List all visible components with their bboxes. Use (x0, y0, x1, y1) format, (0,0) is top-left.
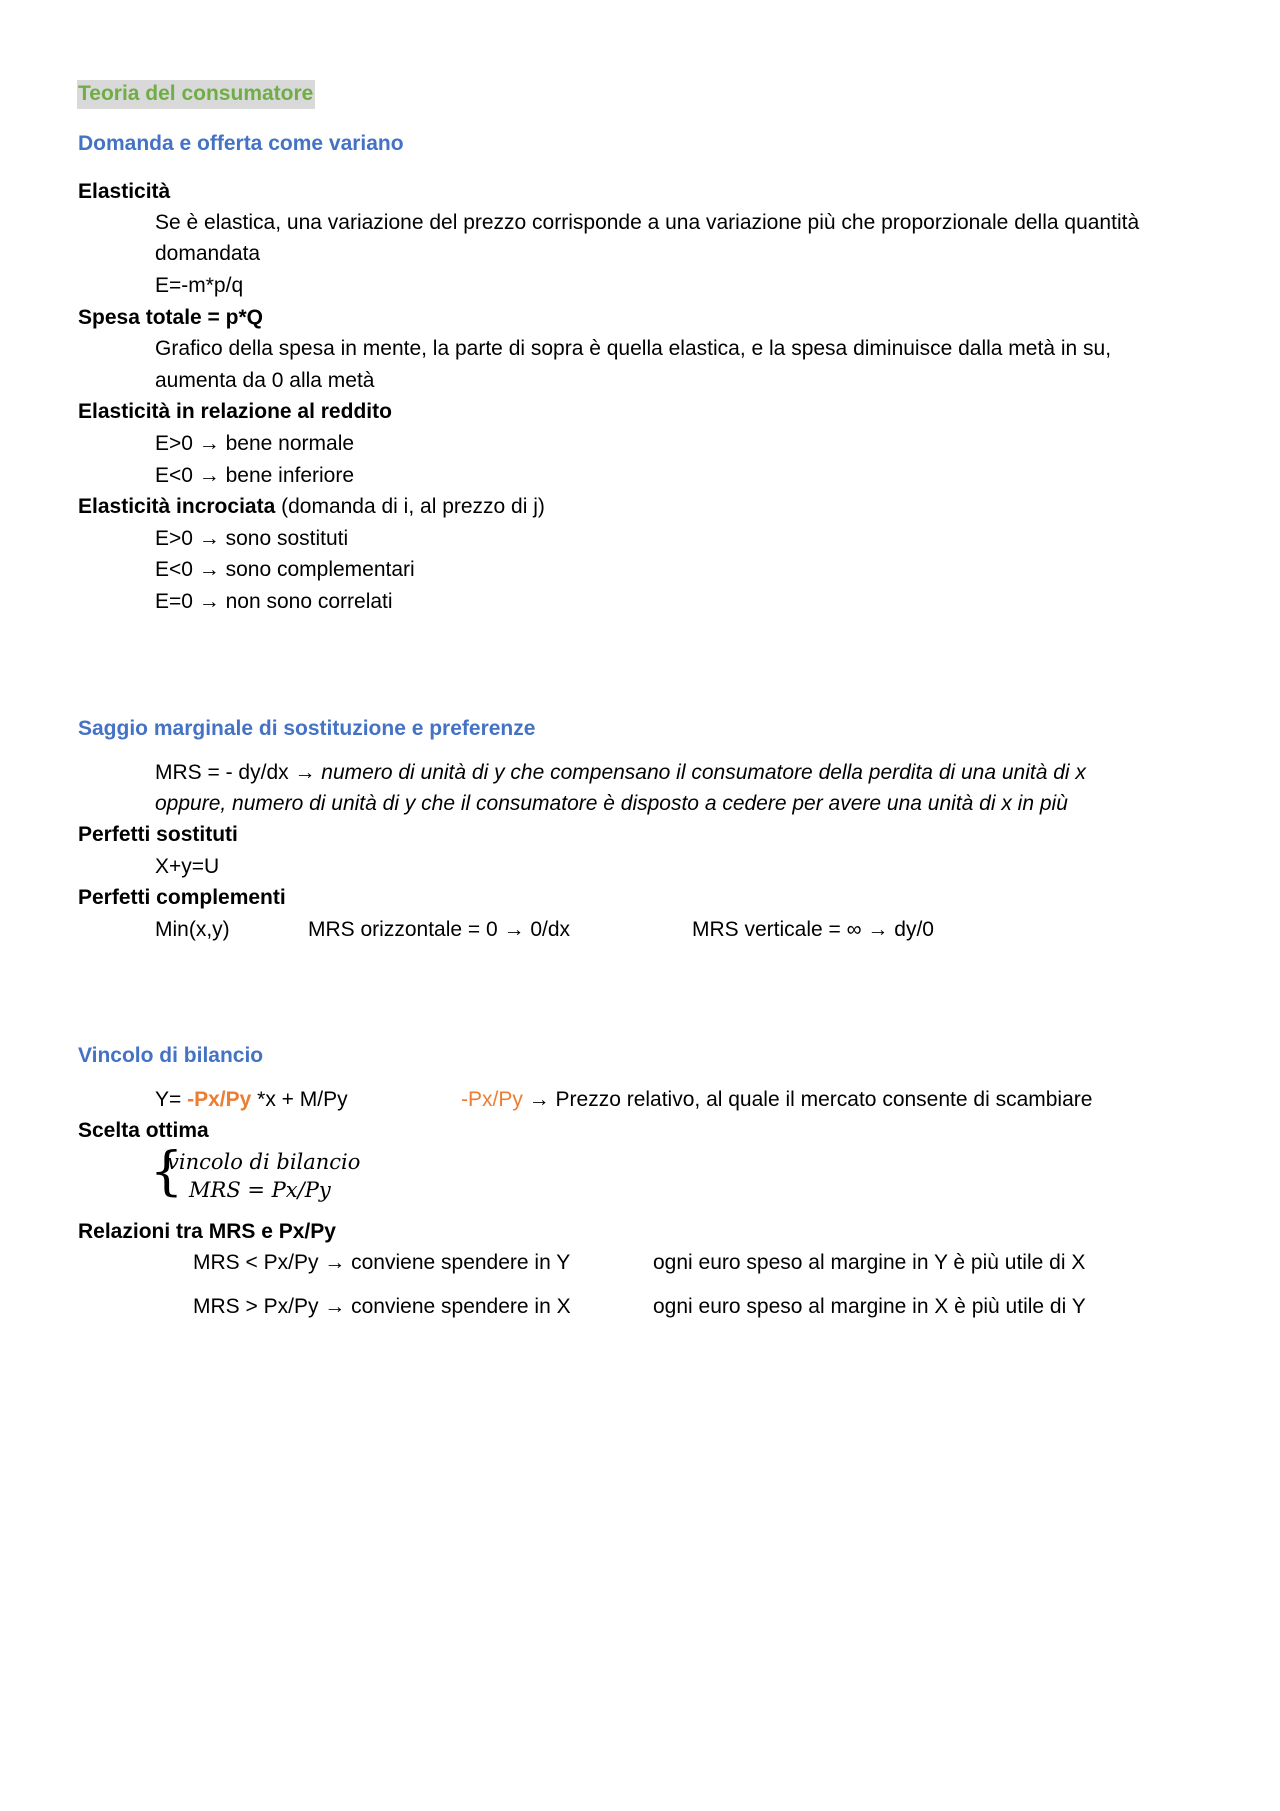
budget-eq-prefix: Y= (155, 1088, 188, 1111)
sostituti-label: Perfetti sostituti (78, 823, 238, 846)
relazione-condition: MRS > Px/Py → conviene spendere in X (193, 1295, 571, 1318)
relazione-condition: MRS < Px/Py → conviene spendere in Y (193, 1251, 571, 1274)
elasticita-text-line1: Se è elastica, una variazione del prezzo corrisponde a una variazione più che proporzionale della quantità (155, 211, 1140, 234)
system-brace: { (150, 1142, 184, 1202)
elasticita-text-line2: domandata (155, 242, 261, 265)
incrociata-item: E>0 → sono sostituti (155, 527, 349, 550)
budget-equation (155, 1089, 348, 1110)
mrs-definition-line2: oppure, numero di unità di y che il consumatore è disposto a cedere per avere una unità di x in più (155, 792, 1068, 815)
mrs-orizzontale: MRS orizzontale = 0 → 0/dx (308, 918, 571, 941)
reddito-label: Elasticità in relazione al reddito (78, 400, 392, 423)
complementi-label: Perfetti complementi (78, 886, 286, 909)
reddito-item: E<0 → bene inferiore (155, 464, 355, 487)
mrs-definition: numero di unità di y che compensano il consumatore della perdita di una unità di x (321, 761, 1086, 784)
relazione-note: ogni euro speso al margine in Y è più utile di X (653, 1251, 1086, 1274)
spesa-text-line2: aumenta da 0 alla metà (155, 369, 375, 392)
prezzo-relativo-text: → Prezzo relativo, al quale il mercato consente di scambiare (522, 1088, 1093, 1111)
mrs-verticale: MRS verticale = ∞ → dy/0 (692, 918, 934, 941)
section-heading-saggio: Saggio marginale di sostituzione e preferenze (78, 717, 536, 740)
spesa-totale-label: Spesa totale = p*Q (78, 306, 263, 329)
incrociata-item: E=0 → non sono correlati (155, 590, 393, 613)
system-line1: vincolo di bilancio (167, 1150, 361, 1174)
incrociata-suffix: (domanda di i, al prezzo di j) (275, 495, 545, 518)
prezzo-relativo-highlight: -Px/Py (461, 1088, 523, 1111)
incrociata-line (78, 496, 545, 517)
complementi-min: Min(x,y) (155, 918, 230, 941)
section-heading-domanda: Domanda e offerta come variano (78, 132, 404, 155)
sostituti-formula: X+y=U (155, 855, 220, 878)
elasticita-formula: E=-m*p/q (155, 274, 244, 297)
section-heading-vincolo: Vincolo di bilancio (78, 1044, 264, 1067)
page-title: Teoria del consumatore (77, 80, 315, 109)
reddito-item: E>0 → bene normale (155, 432, 355, 455)
spesa-text-line1: Grafico della spesa in mente, la parte di sopra è quella elastica, e la spesa diminuisce dalla metà in su, (155, 337, 1112, 360)
mrs-formula: MRS = - dy/dx → (155, 761, 322, 784)
relazioni-label: Relazioni tra MRS e Px/Py (78, 1220, 336, 1243)
incrociata-label: Elasticità incrociata (78, 495, 276, 518)
system-line2: MRS = Px/Py (189, 1178, 331, 1202)
incrociata-item: E<0 → sono complementari (155, 558, 415, 581)
prezzo-relativo (461, 1089, 1092, 1110)
relazione-note: ogni euro speso al margine in X è più utile di Y (653, 1295, 1086, 1318)
scelta-ottima-label: Scelta ottima (78, 1119, 209, 1142)
budget-eq-suffix: *x + M/Py (251, 1088, 348, 1111)
elasticita-label: Elasticità (78, 180, 171, 203)
mrs-definition-line1 (155, 762, 1086, 783)
budget-eq-highlight: -Px/Py (187, 1088, 252, 1111)
